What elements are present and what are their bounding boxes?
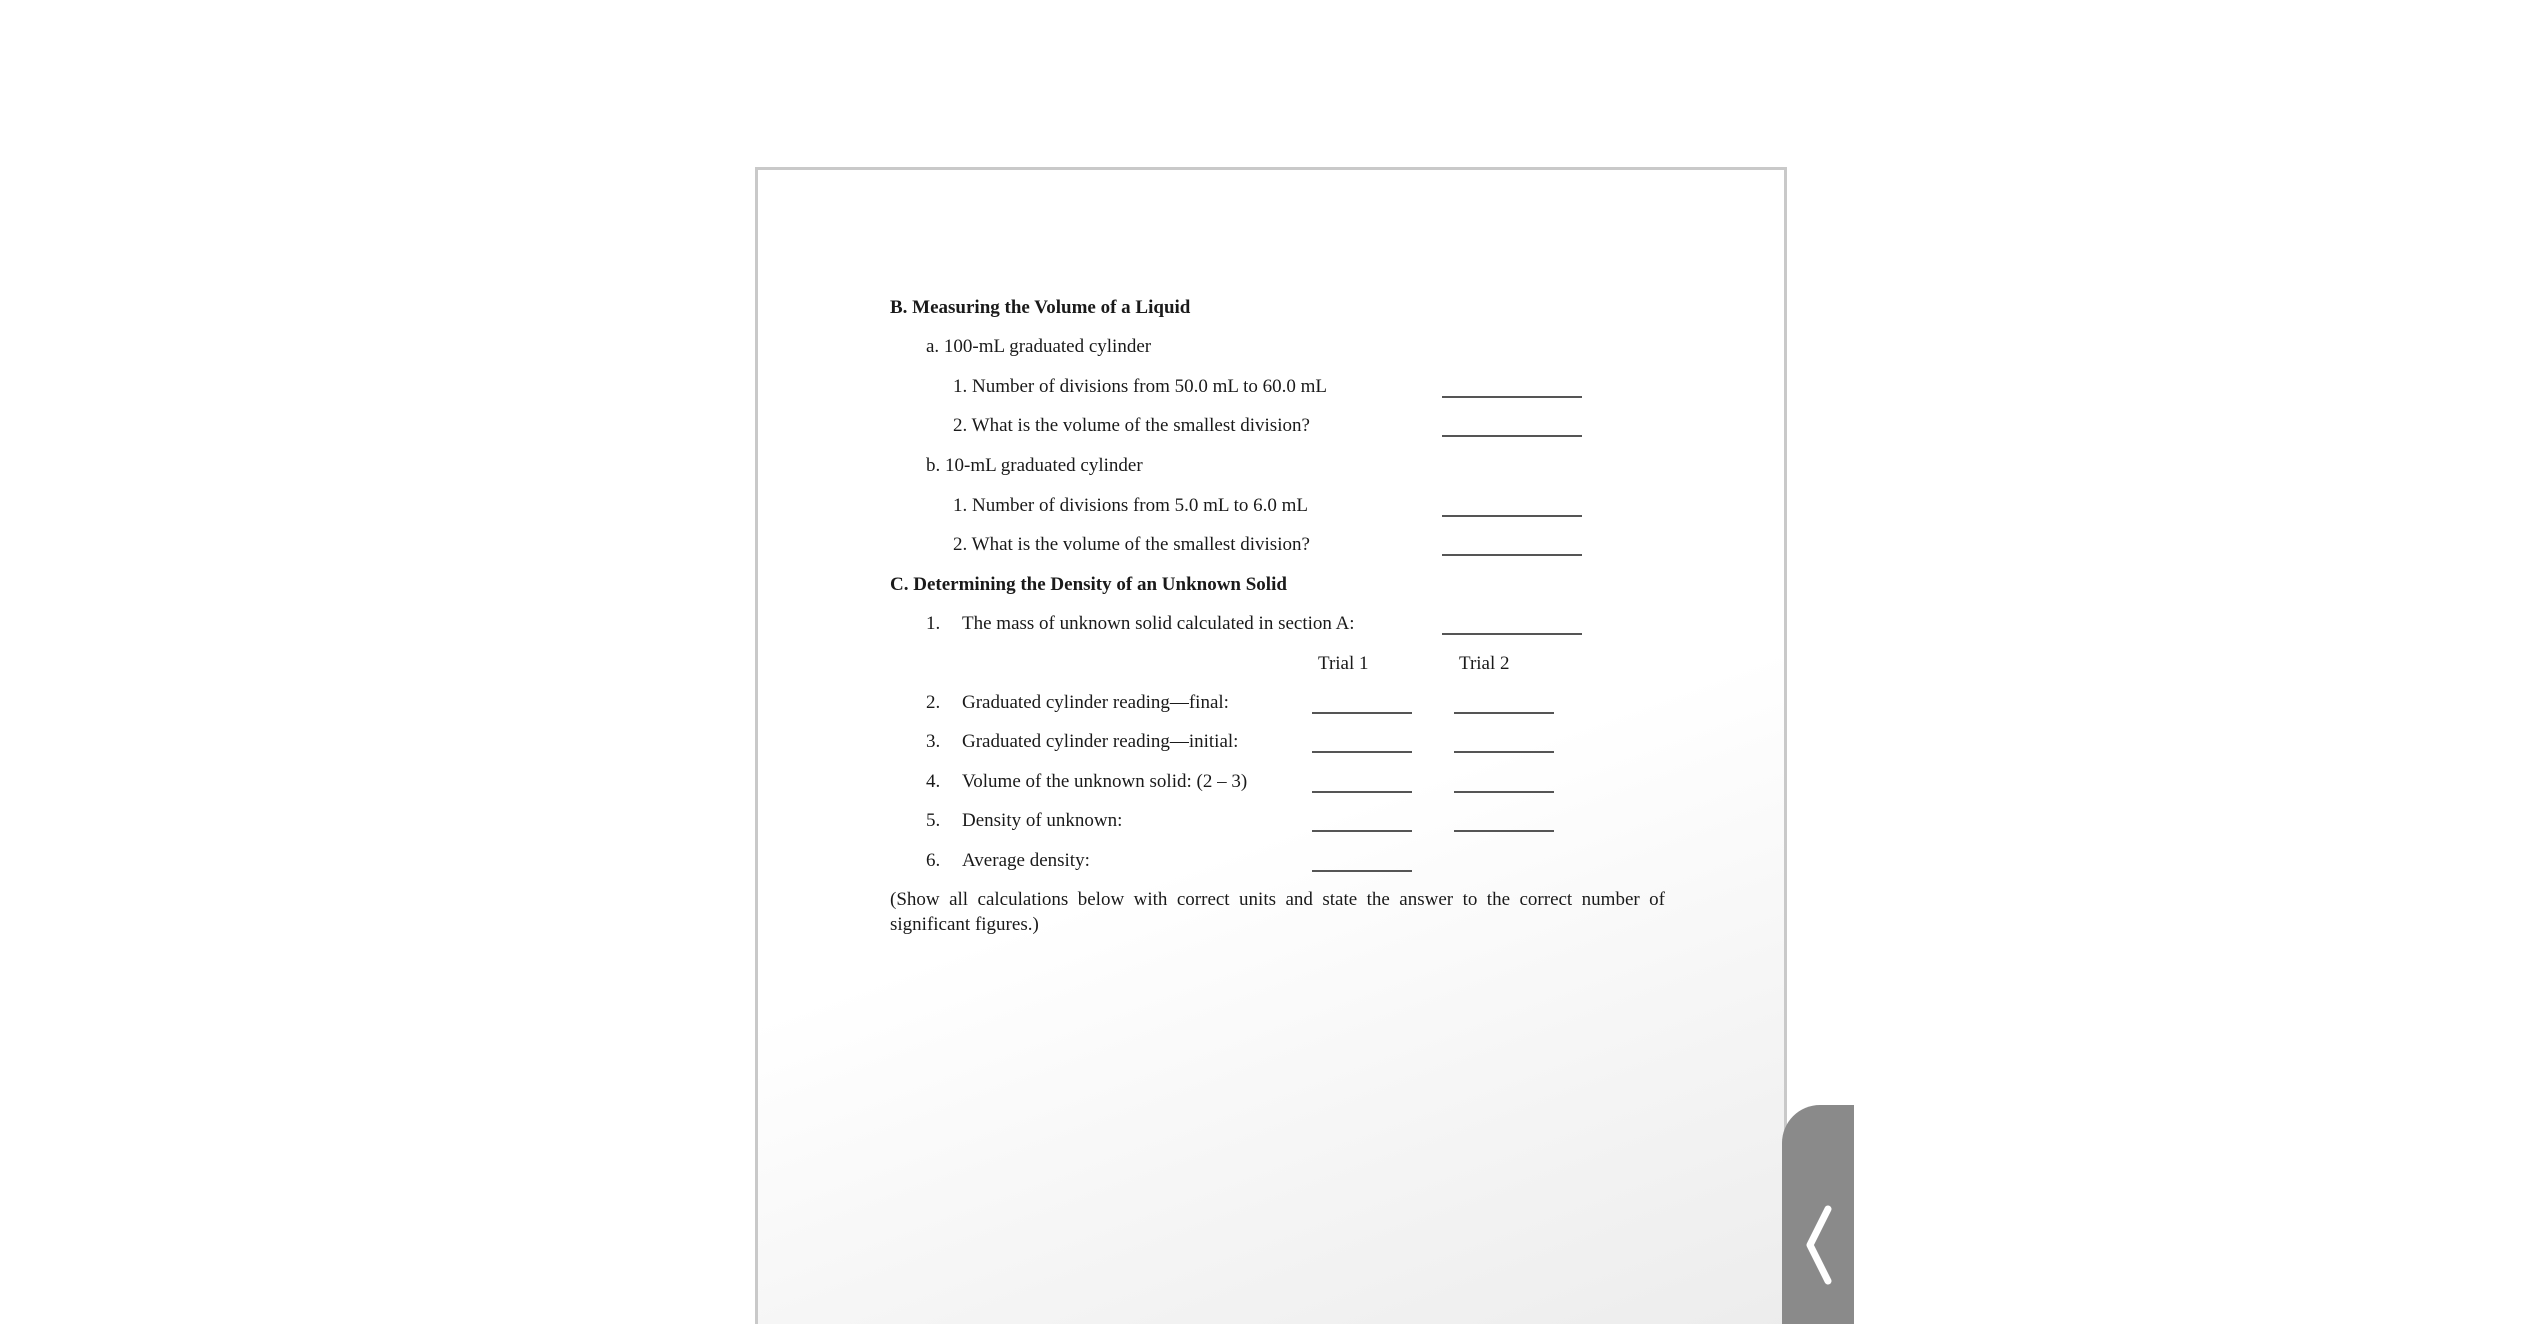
worksheet-page (755, 167, 1787, 1324)
answer-line-trial-1[interactable] (1312, 751, 1412, 753)
answer-line-b-a-1[interactable] (1442, 396, 1582, 398)
row-number: 5. (926, 810, 941, 831)
answer-line-b-b-2[interactable] (1442, 554, 1582, 556)
row-label-initial-reading: Graduated cylinder reading—initial: (962, 731, 1239, 752)
answer-line-trial-1[interactable] (1312, 712, 1412, 714)
row-number: 2. (926, 692, 941, 713)
answer-line-b-b-1[interactable] (1442, 515, 1582, 517)
section-c-q1: The mass of unknown solid calculated in section A: (962, 613, 1355, 634)
section-b-b-heading: b. 10-mL graduated cylinder (926, 455, 1143, 476)
answer-line-trial-2[interactable] (1454, 712, 1554, 714)
section-b-a-heading: a. 100-mL graduated cylinder (926, 336, 1152, 357)
section-b-b-q1: 1. Number of divisions from 5.0 mL to 6.0 mL (953, 495, 1308, 516)
answer-line-trial-2[interactable] (1454, 791, 1554, 793)
section-b-title: B. Measuring the Volume of a Liquid (890, 297, 1191, 318)
answer-line-b-a-2[interactable] (1442, 435, 1582, 437)
section-c-q1-number: 1. (926, 613, 941, 634)
answer-line-trial-2[interactable] (1454, 830, 1554, 832)
row-number: 3. (926, 731, 941, 752)
calculation-instructions: (Show all calculations below with correct units and state the answer to the correct number of significant figures.) (890, 889, 1665, 935)
answer-line-trial-1[interactable] (1312, 791, 1412, 793)
row-label-final-reading: Graduated cylinder reading—final: (962, 692, 1229, 713)
answer-line-average[interactable] (1312, 870, 1412, 872)
row-label-average-density: Average density: (962, 850, 1090, 871)
row-label-density: Density of unknown: (962, 810, 1123, 831)
answer-line-trial-1[interactable] (1312, 830, 1412, 832)
section-b-b-q2: 2. What is the volume of the smallest division? (953, 534, 1310, 555)
section-b-a-q1: 1. Number of divisions from 50.0 mL to 60.0 mL (953, 376, 1327, 397)
chevron-left-icon (1802, 1205, 1834, 1285)
side-panel-toggle[interactable] (1782, 1105, 1854, 1324)
answer-line-trial-2[interactable] (1454, 751, 1554, 753)
trial-2-header: Trial 2 (1459, 653, 1510, 674)
trial-1-header: Trial 1 (1318, 653, 1369, 674)
section-c-title: C. Determining the Density of an Unknown Solid (890, 574, 1287, 595)
row-number: 4. (926, 771, 941, 792)
row-number: 6. (926, 850, 941, 871)
row-label-volume: Volume of the unknown solid: (2 – 3) (962, 771, 1248, 792)
section-b-a-q2: 2. What is the volume of the smallest division? (953, 415, 1310, 436)
answer-line-c-1[interactable] (1442, 633, 1582, 635)
